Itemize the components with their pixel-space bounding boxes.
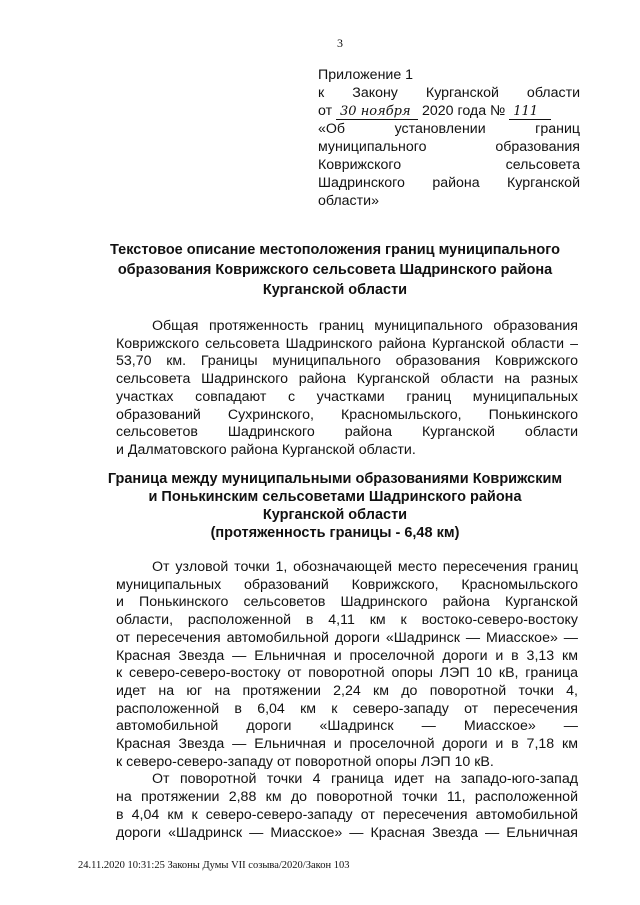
title-line: образования Коврижского сельсовета Шадринского района (117, 262, 553, 278)
paragraph-line: образований Сухринского, Красномыльского, Понькинского (116, 406, 578, 423)
title-line: Текстовое описание местоположения границ муниципального (110, 242, 560, 258)
section-title-line: и Понькинским сельсоветами Шадринского района (148, 489, 522, 505)
paragraph-line: к северо-северо-западу от поворотной опоры ЛЭП 10 кВ. (116, 753, 494, 770)
section-title-line: Курганской области (262, 507, 408, 523)
section-title (90, 470, 580, 542)
paragraph-line: и Далматовского района Курганской области. (116, 441, 416, 458)
appendix-line: Коврижского сельсовета (318, 157, 580, 173)
paragraph-line: от пересечения автомобильной дороги «Шадринск — Миасское» — (116, 629, 578, 646)
appendix-line: Приложение 1 (318, 67, 414, 83)
paragraph-line: Красная Звезда — Ельничная и проселочной дороги и в 3,13 км (116, 647, 578, 664)
paragraph-line: От поворотной точки 4 граница идет на западо-юго-запад (152, 771, 578, 788)
intro-paragraph (116, 318, 578, 460)
paragraph-line: области, расположенной в 4,11 км к востоко-северо-востоку (116, 612, 578, 629)
appendix-line: муниципального образования (318, 139, 580, 155)
appendix-line: Шадринского района Курганской (318, 175, 580, 191)
paragraph-line: идет на юг на протяжении 2,24 км до поворотной точки 4, (116, 682, 578, 699)
appendix-line: области» (318, 193, 379, 209)
paragraph-line: участках совпадают с участками границ муниципальных (116, 388, 578, 405)
section-title-line: (протяженность границы - 6,48 км) (210, 525, 460, 541)
appendix-line: «Об установлении границ (318, 121, 580, 137)
appendix-line: к Закону Курганской области (318, 85, 580, 101)
paragraph-line: От узловой точки 1, обозначающей место пересечения границ (152, 559, 578, 575)
footer-stamp: 24.11.2020 10:31:25 Законы Думы VII созыва/2020/Закон 103 (78, 860, 350, 871)
paragraph-line: муниципальных образований Коврижского, Красномыльского (116, 576, 578, 593)
paragraph-line: дороги «Шадринск — Миасское» — Красная Звезда — Ельничная (116, 824, 578, 841)
paragraph-line: сельсовета Шадринского района Курганской области на разных (116, 371, 578, 388)
section-title-line: Граница между муниципальными образованиями Коврижским (107, 471, 563, 487)
appendix-date-line (318, 102, 580, 120)
paragraph-line: Общая протяженность границ муниципального образования (152, 318, 578, 334)
paragraph-line: расположенной в 6,04 км к северо-западу от пересечения (116, 700, 578, 717)
paragraph-line: на протяжении 2,88 км до поворотной точки 11, расположенной (116, 789, 578, 806)
paragraph-line: сельсоветов Шадринского района Курганской области (116, 424, 578, 441)
paragraph-line: Красная Звезда — Ельничная и проселочной дороги и в 7,18 км (116, 736, 578, 753)
paragraph-line: автомобильной дороги «Шадринск — Миасское» — (116, 718, 578, 735)
appendix-header (318, 66, 580, 210)
paragraph-line: Коврижского сельсовета Шадринского района Курганской области – (116, 335, 578, 352)
paragraph-line: и Понькинского сельсоветов Шадринского района Курганской (116, 594, 578, 611)
page-number: 3 (337, 36, 343, 50)
paragraph-line: к северо-северо-востоку от поворотной опоры ЛЭП 10 кВ, граница (116, 665, 578, 682)
appendix-year-label: 2020 года № (421, 103, 506, 119)
appendix-from-label: от (318, 103, 333, 119)
paragraph-line: в 4,04 км к северо-северо-западу от пересечения автомобильной (116, 806, 578, 823)
title-line: Курганской области (262, 282, 408, 298)
handwritten-date: 30 ноября (336, 104, 418, 120)
boundary-paragraph (116, 559, 578, 842)
handwritten-number: 111 (509, 104, 551, 120)
paragraph-line: 53,70 км. Границы муниципального образования Коврижского (116, 353, 578, 370)
document-title (90, 240, 580, 300)
